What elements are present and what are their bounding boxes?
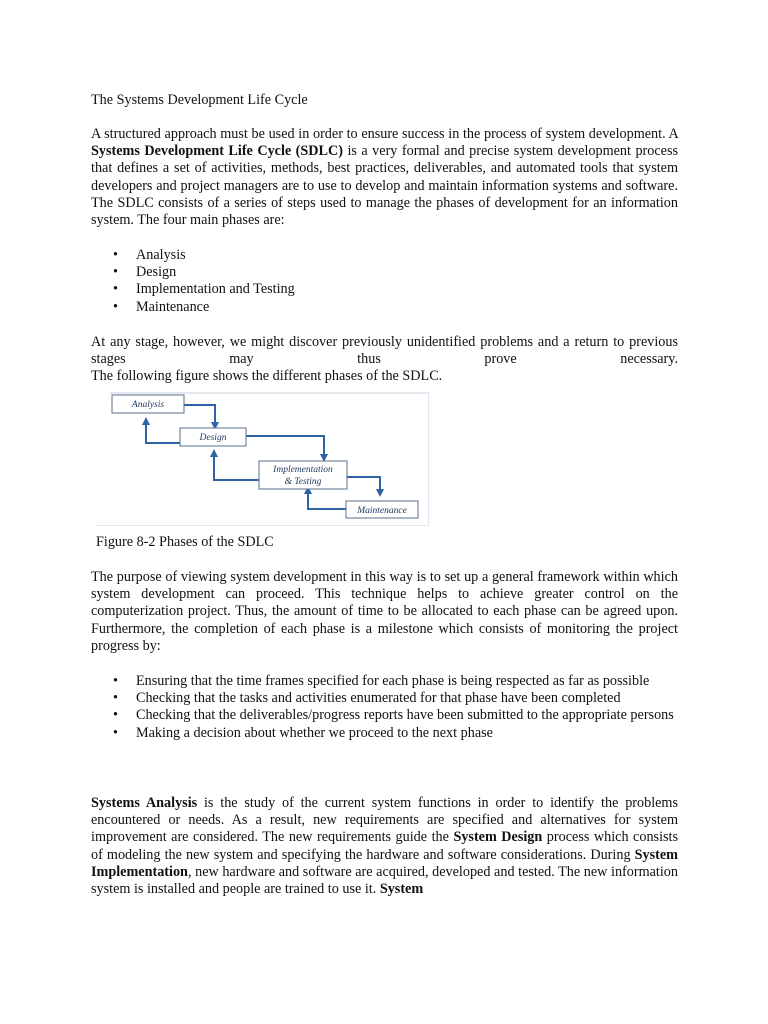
- list-item: • Analysis: [91, 247, 678, 264]
- analysis-box-label: Analysis: [131, 400, 165, 410]
- arrow-design-to-implementation: [246, 436, 324, 460]
- maintenance-box-label: Maintenance: [357, 506, 407, 516]
- intro-text-1: A structured approach must be used in order to ensure success in the process of system development. A: [91, 126, 678, 142]
- list-item: • Checking that the tasks and activities enumerated for that phase have been completed: [91, 690, 678, 707]
- list-item: • Maintenance: [91, 299, 678, 316]
- document-title: The Systems Development Life Cycle: [91, 92, 308, 108]
- arrow-implementation-to-design: [214, 451, 259, 480]
- term-system: System: [379, 881, 424, 898]
- list-item: • Making a decision about whether we proceed to the next phase: [91, 725, 678, 742]
- stage-text-line: At any stage, however, we might discover previously unidentified problems and a return to previous stages may thus prove necessary.: [91, 334, 678, 368]
- analysis-text-2: process which consists of modeling the new system and specifying the hardware and software considerations. During: [91, 829, 678, 863]
- stage-paragraph: [91, 334, 678, 386]
- systems-analysis-paragraph: [91, 795, 678, 898]
- list-item: • Implementation and Testing: [91, 281, 678, 298]
- list-item: • Design: [91, 264, 678, 281]
- implementation-box-label: Implementation: [273, 465, 333, 475]
- list-item: • Checking that the deliverables/progress reports have been submitted to the appropriate persons: [91, 707, 678, 724]
- testing-box-label: & Testing: [284, 477, 322, 487]
- term-system-design: System Design: [453, 829, 543, 846]
- arrow-implementation-to-maintenance: [347, 477, 380, 495]
- analysis-text-1: is the study of the current system functions in order to identify the problems encountered or needs. As a result, new requirements are specified and alternatives for system improvement are considered. The new requirements guide the: [91, 795, 678, 846]
- design-box-label: Design: [199, 433, 227, 443]
- figure-intro-line: The following figure shows the different phases of the SDLC.: [91, 368, 443, 385]
- arrow-analysis-to-design: [184, 405, 215, 428]
- analysis-text-3: , new hardware and software are acquired, developed and tested. The new information system is installed and people are trained to use it.: [91, 863, 678, 898]
- intro-text-2: is a very formal and precise system development process that defines a set of activities, methods, best practices, deliverables, and automated tools that system developers and project managers are to use to develop and maintain information systems and software. The SDLC consists of a series of steps used to manage the phases of development for an information system. The four main phases are:: [91, 143, 678, 229]
- term-system-implementation: System Implementation: [91, 846, 678, 880]
- milestone-list: [91, 673, 678, 742]
- phase-boxes: [112, 395, 418, 518]
- arrow-maintenance-to-implementation: [308, 488, 346, 509]
- term-systems-analysis: Systems Analysis: [91, 795, 198, 811]
- purpose-paragraph: The purpose of viewing system development in this way is to set up a general framework within which system development can proceed. This technique helps to achieve greater control on the computerization project. Thus, the amount of time to be allocated to each phase can be agreed upon. Furthermore, the completion of each phase is a milestone which consists of monitoring the project progress by:: [91, 569, 678, 654]
- phase-list: [91, 247, 678, 316]
- arrow-design-to-analysis: [146, 419, 180, 443]
- figure-caption: Figure 8-2 Phases of the SDLC: [96, 534, 274, 550]
- sdlc-figure: [96, 392, 429, 526]
- list-item: • Ensuring that the time frames specified for each phase is being respected as far as possible: [91, 673, 678, 690]
- sdlc-term: Systems Development Life Cycle (SDLC): [91, 143, 343, 160]
- intro-paragraph: [91, 126, 678, 229]
